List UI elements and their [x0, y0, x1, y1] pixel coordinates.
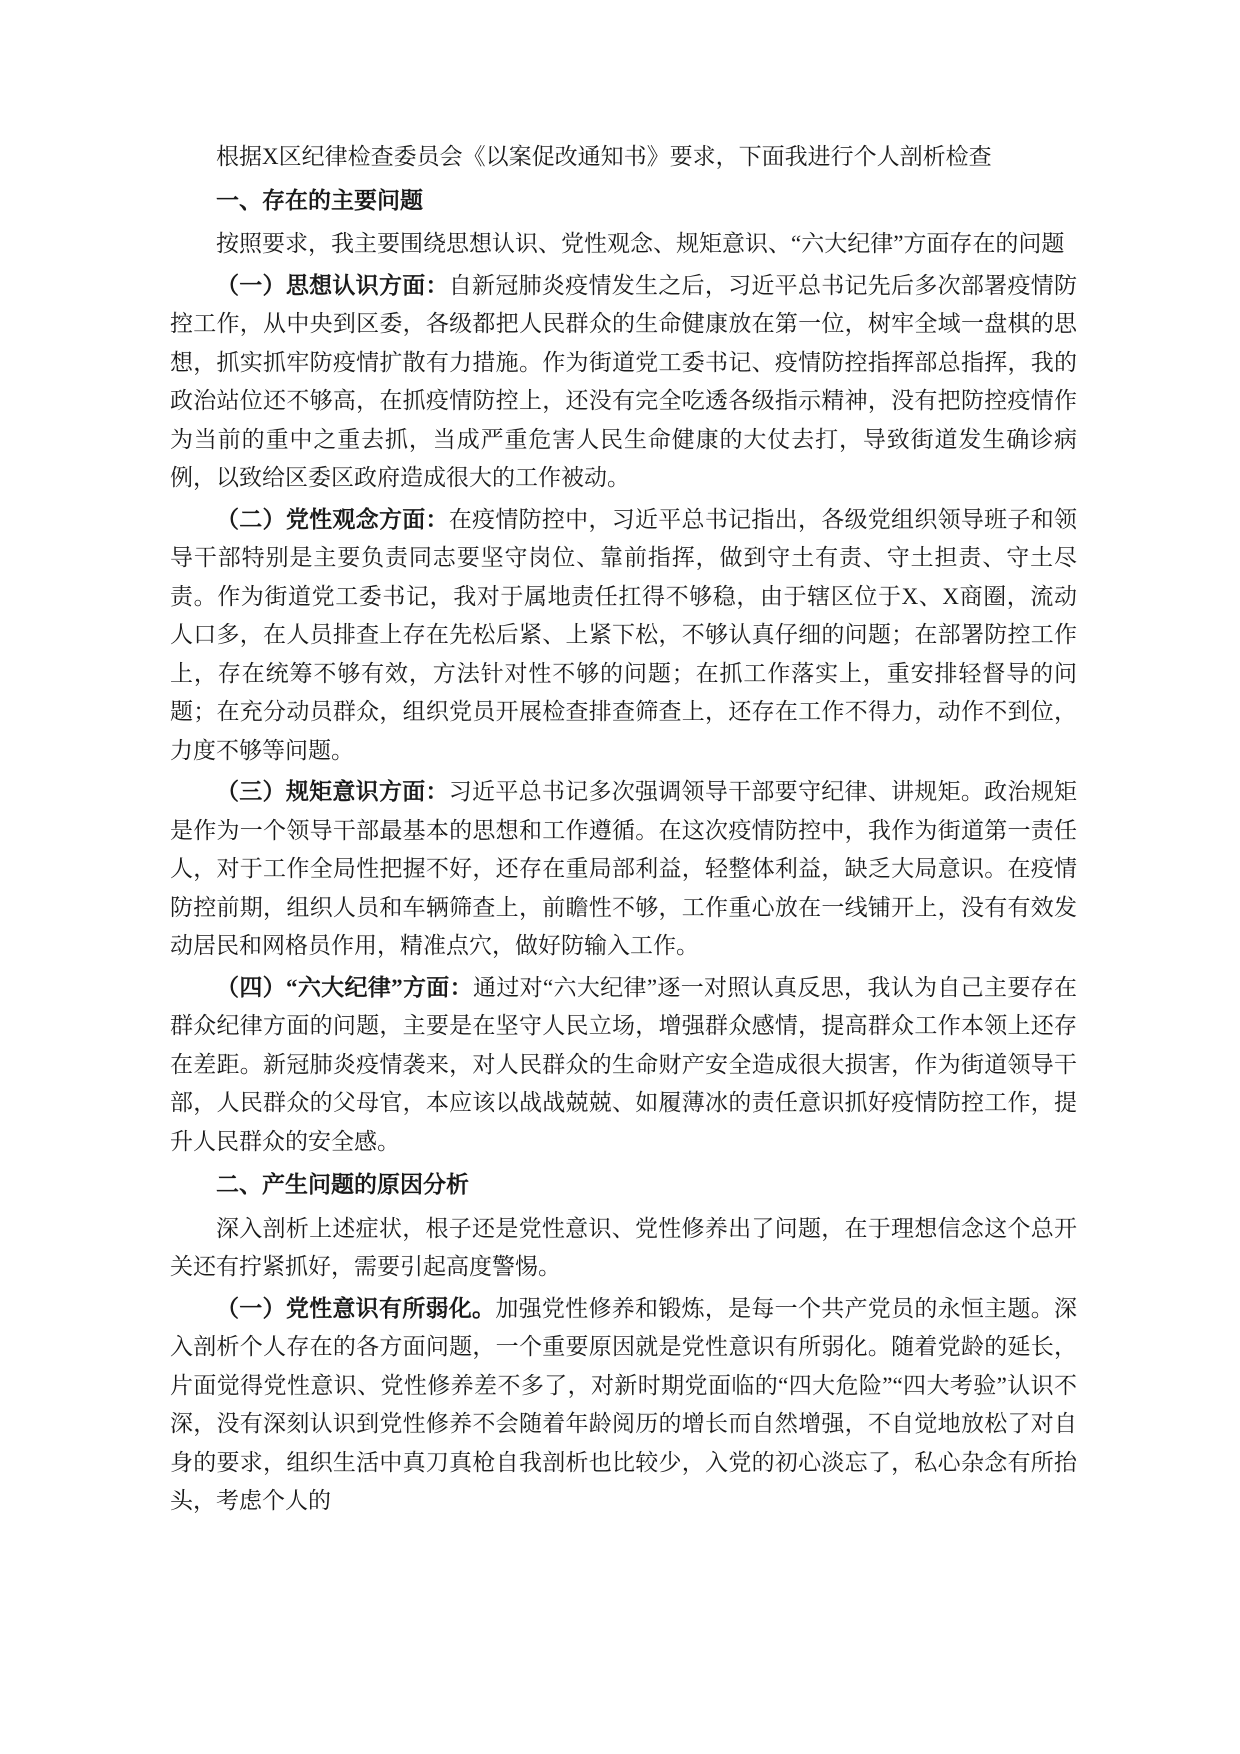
body-paragraph	[170, 773, 1077, 966]
emphasis-text-run: 一、存在的主要问题	[216, 187, 423, 213]
section-heading	[170, 182, 1077, 221]
text-run: 根据X区纪律检查委员会《以案促改通知书》要求，下面我进行个人剖析检查	[216, 144, 992, 169]
text-run: 深入剖析上述症状，根子还是党性意识、党性修养出了问题，在于理想信念这个总开关还有拧紧抓好，需要引起高度警惕。	[170, 1215, 1077, 1279]
body-paragraph	[170, 969, 1077, 1162]
text-run: 习近平总书记多次强调领导干部要守纪律、讲规矩。政治规矩是作为一个领导干部最基本的思想和工作遵循。在这次疫情防控中，我作为街道第一责任人，对于工作全局性把握不好，还存在重局部利益，轻整体利益，缺乏大局意识。在疫情防控前期，组织人员和车辆筛查上，前瞻性不够，工作重心放在一线铺开上，没有有效发动居民和网格员作用，精准点穴，做好防输入工作。	[170, 779, 1078, 958]
emphasis-text-run: 二、产生问题的原因分析	[216, 1172, 469, 1197]
text-run: 加强党性修养和锻炼，是每一个共产党员的永恒主题。深入剖析个人存在的各方面问题，一个重要原因就是党性意识有所弱化。随着党龄的延长，片面觉得党性意识、党性修养差不多了，对新时期党面临的“四大危险”“四大考验”认识不深，没有深刻认识到党性修养不会随着年龄阅历的增长而自然增强，不自觉地放松了对自身的要求，组织生活中真刀真枪自我剖析也比较少，入党的初心淡忘了，私心杂念有所抬头，考虑个人的	[170, 1295, 1078, 1513]
document-body	[170, 138, 1077, 1521]
text-run: 按照要求，我主要围绕思想认识、党性观念、规矩意识、“六大纪律”方面存在的问题	[216, 231, 1065, 256]
text-run: 在疫情防控中，习近平总书记指出，各级党组织领导班子和领导干部特别是主要负责同志要坚守岗位、靠前指挥，做到守土有责、守土担责、守土尽责。作为街道党工委书记，我对于属地责任扛得不够稳，由于辖区位于X、X商圈，流动人口多，在人员排查上存在先松后紧、上紧下松，不够认真仔细的问题；在部署防控工作上，存在统筹不够有效，方法针对性不够的问题；在抓工作落实上，重安排轻督导的问题；在充分动员群众，组织党员开展检查排查筛查上，还存在工作不得力，动作不到位，力度不够等问题。	[170, 506, 1078, 763]
body-paragraph	[170, 138, 1077, 177]
body-paragraph	[170, 267, 1077, 498]
emphasis-text-run: （四）“六大纪律”方面：	[216, 974, 473, 1000]
body-paragraph	[170, 501, 1077, 771]
text-run: 自新冠肺炎疫情发生之后，习近平总书记先后多次部署疫情防控工作，从中央到区委，各级都把人民群众的生命健康放在第一位，树牢全域一盘棋的思想，抓实抓牢防疫情扩散有力措施。作为街道党工委书记、疫情防控指挥部总指挥，我的政治站位还不够高，在抓疫情防控上，还没有完全吃透各级指示精神，没有把防控疫情作为当前的重中之重去抓，当成严重危害人民生命健康的大仗去打，导致街道发生确诊病例，以致给区委区政府造成很大的工作被动。	[170, 272, 1078, 490]
emphasis-text-run: （一）思想认识方面：	[216, 272, 449, 298]
emphasis-text-run: （三）规矩意识方面：	[216, 779, 449, 804]
emphasis-text-run: （一）党性意识有所弱化。	[216, 1295, 496, 1321]
emphasis-text-run: （二）党性观念方面：	[216, 506, 449, 532]
body-paragraph	[170, 1290, 1077, 1521]
body-paragraph	[170, 225, 1077, 264]
text-run: 通过对“六大纪律”逐一对照认真反思，我认为自己主要存在群众纪律方面的问题，主要是在坚守人民立场，增强群众感情，提高群众工作本领上还存在差距。新冠肺炎疫情袭来，对人民群众的生命财产安全造成很大损害，作为街道领导干部，人民群众的父母官，本应该以战战兢兢、如履薄冰的责任意识抓好疫情防控工作，提升人民群众的安全感。	[170, 974, 1078, 1154]
body-paragraph	[170, 1210, 1077, 1287]
section-heading	[170, 1166, 1077, 1205]
